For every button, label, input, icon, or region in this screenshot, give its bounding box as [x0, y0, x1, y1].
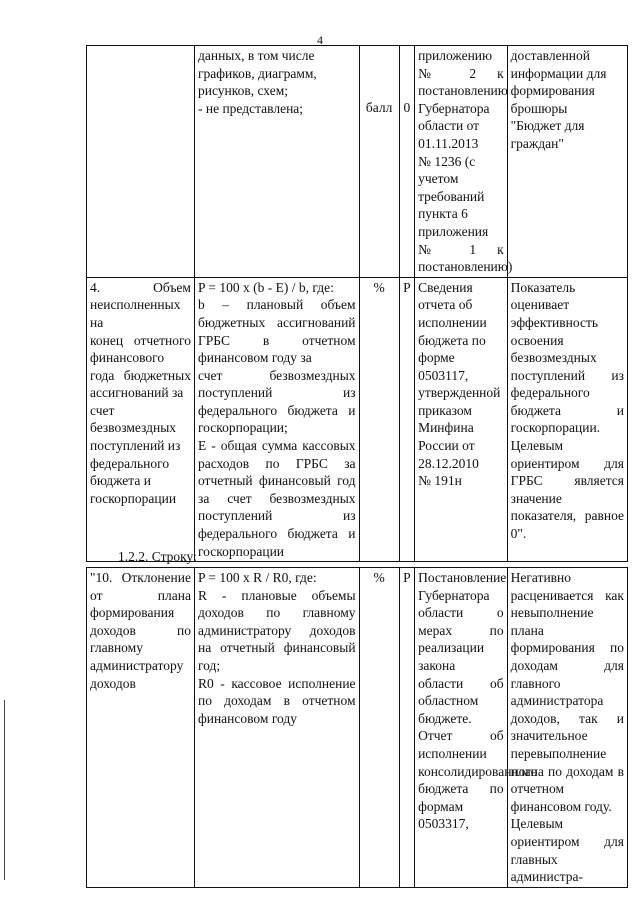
table-cell: P	[399, 277, 414, 562]
table-cell: Негативно расценивается как невыполнение плана формирования по доходам для главного администратора доходов, так и значительное перевыполнение плана по доходам в отчетном финансовом году. Целевым ориентиром для главных администра-	[507, 568, 627, 888]
table-cell: балл	[359, 46, 399, 278]
table-row	[87, 46, 628, 278]
table-cell: доставленной информации для формирования брошюры "Бюджет для граждан"	[507, 46, 627, 278]
table-cell: 4. Объем неисполненных на конец отчетного финансового года бюджетных ассигнований за счет безвозмездных поступлений из федерального бюджета и госкорпорации	[87, 277, 195, 562]
table-cell	[87, 46, 195, 278]
page-number: 4	[317, 33, 323, 47]
table-cell: Постановление Губернатора области о мерах по реализации закона области об областном бюджете. Отчет об исполнении консолидированного бюджета по формам 0503317,	[415, 568, 508, 888]
table-row	[87, 277, 628, 562]
table-cell: 0	[399, 46, 414, 278]
table-cell: данных, в том числе графиков, диаграмм, рисунков, схем; - не представлена;	[194, 46, 359, 278]
table-cell: P = 100 x (b - E) / b, где: b – плановый объем бюджетных ассигнований ГРБС в отчетном финансовом году за счет безвозмездных поступлений из федерального бюджета и госкорпорации; E - общая сумма кассовых расходов по ГРБС за отчетный финансовый год за счет безвозмездных поступлений из федерального бюджета и госкорпорации	[194, 277, 359, 562]
criteria-table-2	[86, 567, 628, 888]
table-cell: приложению № 2 к постановлению Губернатора области от 01.11.2013 № 1236 (с учетом требований пункта 6 приложения № 1 к постановлению)	[415, 46, 508, 278]
table-row	[87, 568, 628, 888]
table-cell: P	[399, 568, 414, 888]
table-cell: %	[359, 277, 399, 562]
table-cell: "10. Отклонение от плана формирования доходов по главному администратору доходов	[87, 568, 195, 888]
table-cell: Показатель оценивает эффективность освоения безвозмездных поступлений из федерального бюджета и госкорпорации. Целевым ориентиром для ГРБС является значение показателя, равное 0".	[507, 277, 627, 562]
subheading: 1.2.2. Строку:	[118, 549, 197, 564]
scan-edge-line	[4, 700, 5, 880]
table-cell: %	[359, 568, 399, 888]
table-cell: Сведения отчета об исполнении бюджета по форме 0503117, утвержденной приказом Минфина России от 28.12.2010 № 191н	[415, 277, 508, 562]
table-cell: P = 100 x R / R0, где: R - плановые объемы доходов по главному администратору доходов на отчетный финансовый год; R0 - кассовое исполнение по доходам в отчетном финансовом году	[194, 568, 359, 888]
criteria-table	[86, 45, 628, 562]
